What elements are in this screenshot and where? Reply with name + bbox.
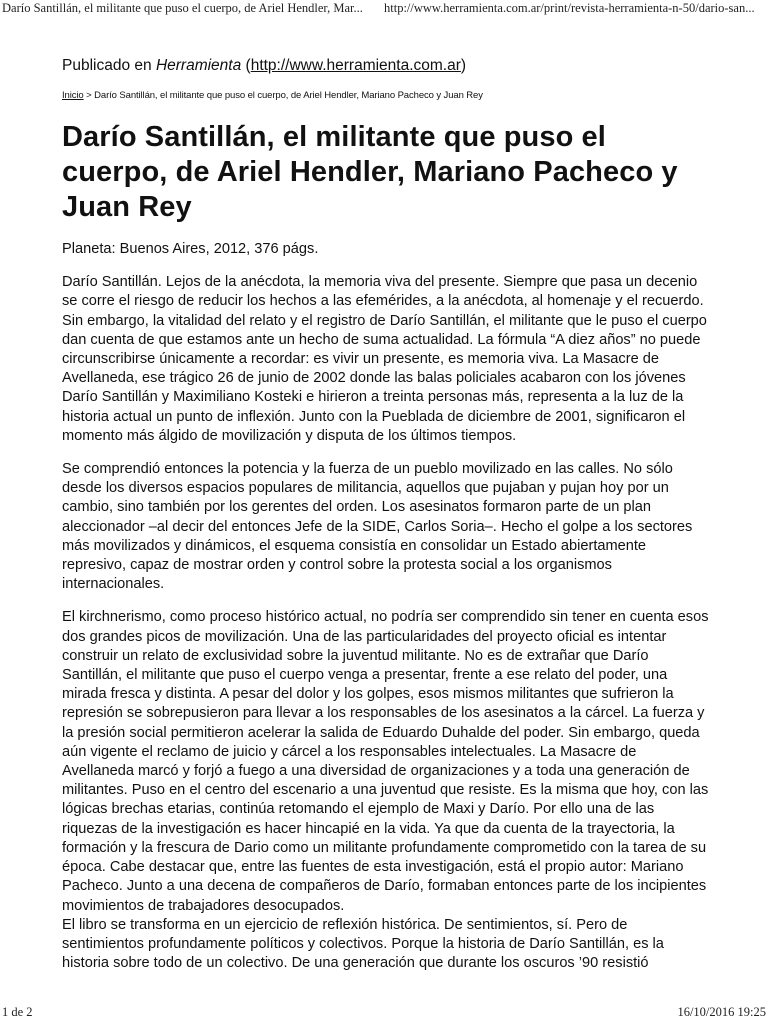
close-paren: ) (460, 57, 467, 74)
breadcrumb-current: Darío Santillán, el militante que puso el cuerpo, de Ariel Hendler, Mariano Pacheco y Juan Rey (94, 90, 483, 101)
site-url-link[interactable]: http://www.herramienta.com.ar (250, 57, 461, 74)
print-header-title: Darío Santillán, el militante que puso el cuerpo, de Ariel Hendler, Mar... (2, 1, 363, 15)
open-paren: ( (245, 57, 251, 74)
print-header (0, 0, 768, 18)
breadcrumb-separator: > (86, 90, 92, 101)
article-paragraph-4: El libro se transforma en un ejercicio de reflexión histórica. De sentimientos, sí. Pero de sentimientos profundamente políticos y colectivos. Porque la historia de Darío Santillán, es la historia sobre todo de un colectivo. De una generación que durante los oscuros ’90 resistió (62, 916, 664, 972)
print-footer (0, 1004, 768, 1022)
page-number: 1 de 2 (2, 1005, 33, 1019)
article-paragraph-3: El kirchnerismo, como proceso histórico actual, no podría ser comprendido sin tener en cuenta esos dos grandes picos de movilización. Una de las particularidades del proyecto oficial es intentar construir un relato de exclusividad sobre la juventud militante. No es de extrañar que Darío Santillán, el militante que puso el cuerpo venga a presentar, frente a ese relato del poder, una mirada fresca y distinta. A pesar del dolor y los golpes, esos mismos militantes que sufrieron la represión se sobrepusieron para llevar a los responsables de los asesinatos a la cárcel. La fuerza y la presión social permitieron acelerar la salida de Eduardo Duhalde del poder. Sin embargo, queda aún vigente el reclamo de juicio y cárcel a los responsables intelectuales. La Masacre de Avellaneda marcó y forjó a fuego a una diversidad de organizaciones y a toda una generación de militantes. Puso en el centro del escenario a una juventud que resiste. Es la misma que hoy, con las lógicas brechas etarias, continúa retomando el ejemplo de Maxi y Darío. Por ello una de las riquezas de la investigación es hacer hincapié en la vida. Ya que da cuenta de la trayectoria, la formación y la frescura de Dario como un militante profundamente comprometido con la tarea de su época. Cabe destacar que, entre las fuentes de esta investigación, está el propio autor: Mariano Pacheco. Junto a una decena de compañeros de Darío, formaban entonces parte de los incipientes movimientos de trabajadores desocupados. (62, 609, 709, 914)
breadcrumb (62, 90, 710, 102)
article-paragraph-1: Darío Santillán. Lejos de la anécdota, la memoria viva del presente. Siempre que pasa un decenio se corre el riesgo de reducir los hechos a las efemérides, a la anécdota, al homenaje y el recuerdo. Sin embargo, la vitalidad del relato y el registro de Darío Santillán, el militante que le puso el cuerpo dan cuenta de que estamos ante un hecho de suma actualidad. La fórmula “A diez años” no puede circunscribirse únicamente a recordar: es vivir un presente, es memoria viva. La Masacre de Avellaneda, ese trágico 26 de junio de 2002 donde las balas policiales acabaron con los jóvenes Darío Santillán y Maximiliano Kosteki e hirieron a treinta personas más, representa a la luz de la historia actual un punto de inflexión. Junto con la Pueblada de diciembre de 2001, significaron el momento más álgido de movilización y disputa de los últimos tiempos. (62, 274, 707, 444)
published-line (62, 56, 710, 76)
publication-info: Planeta: Buenos Aires, 2012, 376 págs. (62, 241, 319, 257)
print-date: 16/10/2016 19:25 (677, 1005, 766, 1019)
article-content (62, 56, 710, 987)
article-paragraph-2: Se comprendió entonces la potencia y la fuerza de un pueblo movilizado en las calles. No sólo desde los diversos espacios populares de militancia, aquellos que pujaban y pujan hoy por un cambio, sino también por los gerentes del orden. Los asesinatos formaron parte de un plan aleccionador –al decir del entonces Jefe de la SIDE, Carlos Soria–. Hecho el golpe a los sectores más movilizados y dinámicos, el esquema consistía en consolidar un Estado abiertamente represivo, capaz de mostrar orden y control sobre la protesta social a los organismos internacionales. (62, 461, 693, 593)
breadcrumb-home-link[interactable]: Inicio (62, 90, 84, 101)
page-title: Darío Santillán, el militante que puso el cuerpo, de Ariel Hendler, Mariano Pacheco y Juan Rey (62, 121, 678, 223)
published-prefix: Publicado en (62, 57, 152, 74)
site-name: Herramienta (155, 57, 242, 74)
print-header-url: http://www.herramienta.com.ar/print/revista-herramienta-n-50/dario-san... (384, 1, 755, 15)
